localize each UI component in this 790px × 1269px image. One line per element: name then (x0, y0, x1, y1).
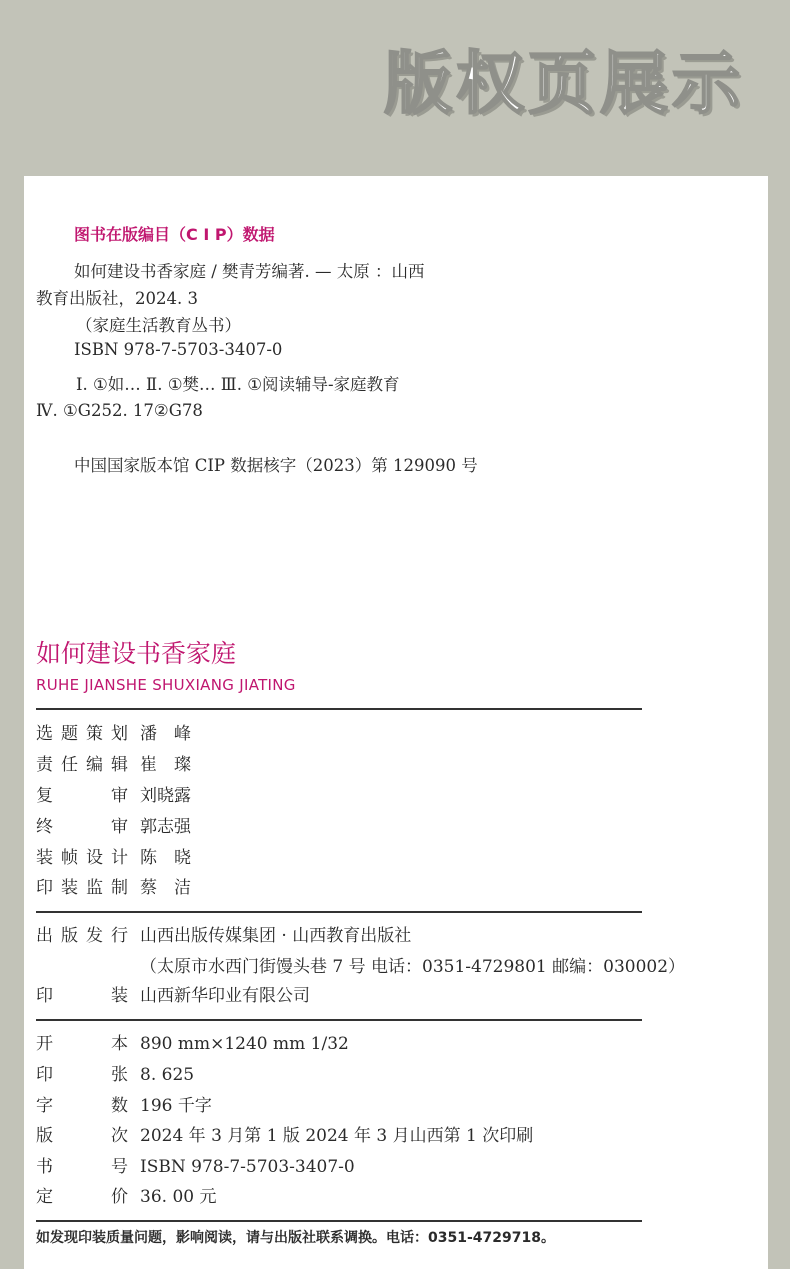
book-pinyin: RUHE JIANSHE SHUXIANG JIATING (36, 676, 296, 694)
cip-heading: 图书在版编目（C I P）数据 (74, 225, 275, 244)
spec-value: 196 千字 (140, 1096, 212, 1116)
spec-row (36, 1124, 533, 1148)
staff-label: 终 审 (36, 817, 128, 837)
staff-value: 崔 璨 (140, 755, 191, 775)
spec-row (36, 1063, 194, 1087)
quality-notice: 如发现印装质量问题，影响阅读，请与出版社联系调换。电话：0351-4729718。 (36, 1230, 555, 1246)
staff-row (36, 753, 191, 777)
publisher-address: （太原市水西门街馒头巷 7 号 电话：0351-4729801 邮编：030002） (140, 957, 686, 977)
publisher-row (36, 924, 411, 948)
publisher-value: 山西出版传媒集团 · 山西教育出版社 (140, 926, 412, 946)
staff-row (36, 784, 191, 808)
staff-value: 潘 峰 (140, 724, 191, 744)
spec-row (36, 1155, 355, 1179)
staff-label: 装帧设计 (36, 848, 128, 868)
divider (36, 708, 642, 710)
staff-row (36, 722, 191, 746)
cip-line: 中国国家版本馆 CIP 数据核字（2023）第 129090 号 (74, 456, 478, 475)
staff-row (36, 846, 191, 870)
cip-line: Ⅳ. ①G252. 17②G78 (36, 401, 203, 420)
divider (36, 1019, 642, 1021)
spec-row (36, 1094, 212, 1118)
spec-row (36, 1032, 349, 1056)
spec-value: ISBN 978-7-5703-3407-0 (140, 1157, 355, 1177)
staff-label: 责任编辑 (36, 755, 128, 775)
banner-title: 版权页展示 (383, 45, 744, 124)
staff-value: 郭志强 (140, 817, 191, 837)
spec-value: 2024 年 3 月第 1 版 2024 年 3 月山西第 1 次印刷 (140, 1126, 534, 1146)
printer-value: 山西新华印业有限公司 (140, 986, 310, 1006)
staff-value: 陈 晓 (140, 848, 191, 868)
cip-line: Ⅰ. ①如… Ⅱ. ①樊… Ⅲ. ①阅读辅导-家庭教育 (76, 375, 400, 394)
cip-line: （家庭生活教育丛书） (76, 316, 241, 335)
divider (36, 911, 642, 913)
spec-label: 定 价 (36, 1187, 128, 1207)
spec-label: 字 数 (36, 1096, 128, 1116)
cip-line: 教育出版社，2024. 3 (36, 289, 198, 308)
spec-label: 书 号 (36, 1157, 128, 1177)
cip-line: 如何建设书香家庭 / 樊青芳编著. — 太原 ：山西 (74, 262, 425, 281)
staff-label: 选题策划 (36, 724, 128, 744)
spec-label: 开 本 (36, 1034, 128, 1054)
cip-line: ISBN 978-7-5703-3407-0 (74, 340, 283, 359)
staff-row (36, 876, 191, 900)
spec-value: 8. 625 (140, 1065, 195, 1085)
staff-row (36, 815, 191, 839)
printer-label: 印 装 (36, 986, 128, 1006)
spec-label: 版 次 (36, 1126, 128, 1146)
staff-value: 蔡 洁 (140, 878, 191, 898)
staff-label: 复 审 (36, 786, 128, 806)
staff-label: 印装监制 (36, 878, 128, 898)
book-title: 如何建设书香家庭 (36, 639, 237, 668)
printer-row (36, 984, 310, 1008)
divider (36, 1220, 642, 1222)
copyright-page (24, 176, 768, 1269)
spec-label: 印 张 (36, 1065, 128, 1085)
spec-value: 36. 00 元 (140, 1187, 217, 1207)
staff-value: 刘晓露 (140, 786, 191, 806)
spec-value: 890 mm×1240 mm 1/32 (140, 1034, 349, 1054)
publisher-label: 出版发行 (36, 926, 128, 946)
spec-row (36, 1185, 216, 1209)
